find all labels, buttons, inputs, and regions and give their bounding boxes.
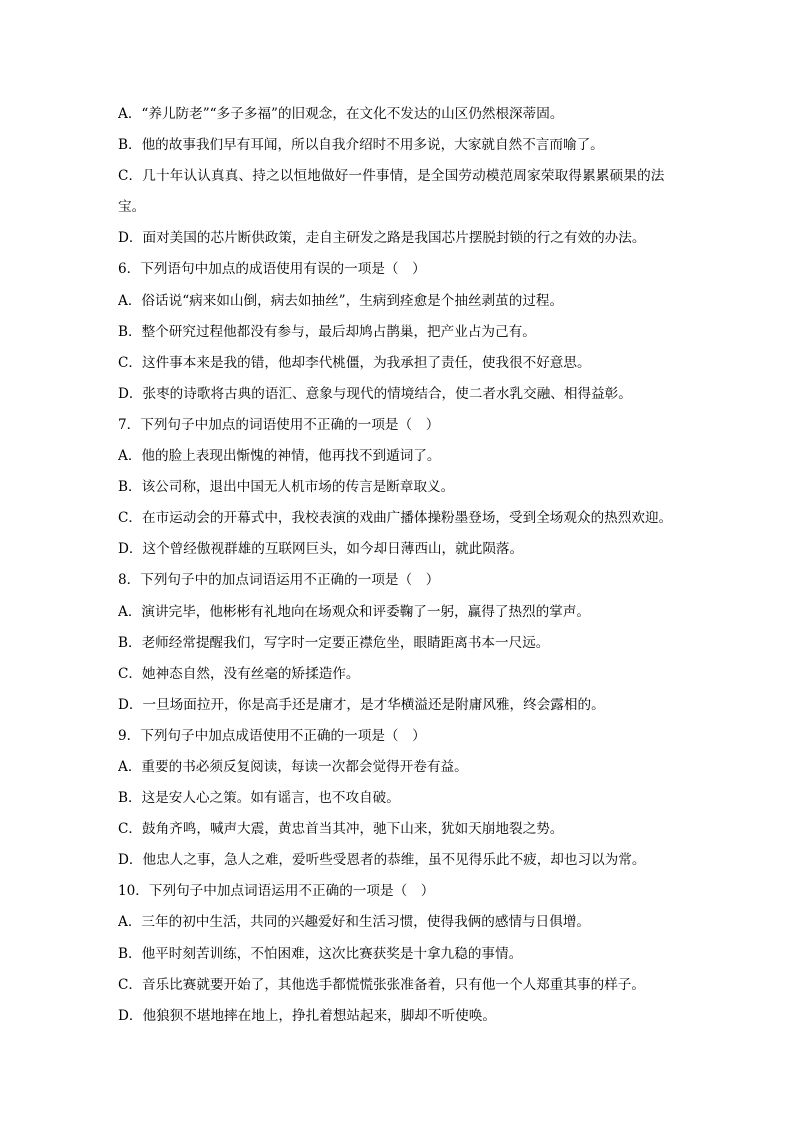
option-line: A．演讲完毕，他彬彬有礼地向在场观众和评委鞠了一躬，赢得了热烈的掌声。 xyxy=(118,603,591,620)
option-line: D．他狼狈不堪地摔在地上，挣扎着想站起来，脚却不听使唤。 xyxy=(118,1007,496,1024)
option-line: B．他的故事我们早有耳闻，所以自我介绍时不用多说，大家就自然不言而喻了。 xyxy=(118,137,604,154)
option-line: A．重要的书必须反复阅读，每读一次都会觉得开卷有益。 xyxy=(118,758,468,775)
option-line: C．这件事本来是我的错，他却李代桃僵，为我承担了责任，使我很不好意思。 xyxy=(118,354,591,371)
option-line: D．这个曾经傲视群雄的互联网巨头，如今却日薄西山，就此陨落。 xyxy=(118,541,524,558)
option-line: D．张枣的诗歌将古典的语汇、意象与现代的情境结合，使二者水乳交融、相得益彰。 xyxy=(118,385,632,402)
option-line: D．他忠人之事，急人之难，爱听些受恩者的恭维，虽不见得乐此不疲，却也习以为常。 xyxy=(118,852,646,869)
option-line: D．一旦场面拉开，你是高手还是庸才，是才华横溢还是附庸风雅，终会露相的。 xyxy=(118,696,605,713)
question-stem: 9．下列句子中加点成语使用不正确的一项是（ ） xyxy=(118,727,426,744)
option-line: C．鼓角齐鸣，喊声大震，黄忠首当其冲，驰下山来，犹如天崩地裂之势。 xyxy=(118,821,564,838)
question-stem: 10．下列句子中加点词语运用不正确的一项是（ ） xyxy=(118,883,435,900)
option-line: A．俗话说“病来如山倒，病去如抽丝”，生病到痊愈是个抽丝剥茧的过程。 xyxy=(118,292,564,309)
question-stem: 6．下列语句中加点的成语使用有误的一项是（ ） xyxy=(118,261,426,278)
option-line: C．她神态自然，没有丝毫的矫揉造作。 xyxy=(118,665,360,682)
option-line-continuation: 宝。 xyxy=(118,199,146,216)
option-line: B．该公司称，退出中国无人机市场的传言是断章取义。 xyxy=(118,479,455,496)
option-line: B．他平时刻苦训练，不怕困难，这次比赛获奖是十拿九稳的事情。 xyxy=(118,945,523,962)
question-stem: 7．下列句子中加点的词语使用不正确的一项是（ ） xyxy=(118,416,440,433)
option-line: A．他的脸上表现出惭愧的神情，他再找不到遁词了。 xyxy=(118,448,441,465)
option-line: B．老师经常提醒我们，写字时一定要正襟危坐，眼睛距离书本一尺远。 xyxy=(118,634,550,651)
option-line: C．几十年认认真真、持之以恒地做好一件事情，是全国劳动模范周家荣取得累累硕果的法 xyxy=(118,168,665,185)
option-line: B．这是安人心之策。如有谣言，也不攻自破。 xyxy=(118,790,400,807)
option-line: A．“养儿防老”“多子多福”的旧观念，在文化不发达的山区仍然根深蒂固。 xyxy=(118,106,564,122)
option-line: D．面对美国的芯片断供政策，走自主研发之路是我国芯片摆脱封锁的行之有效的办法。 xyxy=(118,230,646,247)
option-line: C．音乐比赛就要开始了，其他选手都慌慌张张准备着，只有他一个人郑重其事的样子。 xyxy=(118,976,645,993)
option-line: B．整个研究过程他都没有参与，最后却鸠占鹊巢，把产业占为己有。 xyxy=(118,323,536,340)
document-page xyxy=(118,99,684,1032)
option-line: A．三年的初中生活，共同的兴趣爱好和生活习惯，使得我俩的感情与日俱增。 xyxy=(118,914,591,931)
option-line: C．在市运动会的开幕式中，我校表演的戏曲广播体操粉墨登场，受到全场观众的热烈欢迎。 xyxy=(118,510,673,527)
question-stem: 8．下列句子中的加点词语运用不正确的一项是（ ） xyxy=(118,572,440,589)
